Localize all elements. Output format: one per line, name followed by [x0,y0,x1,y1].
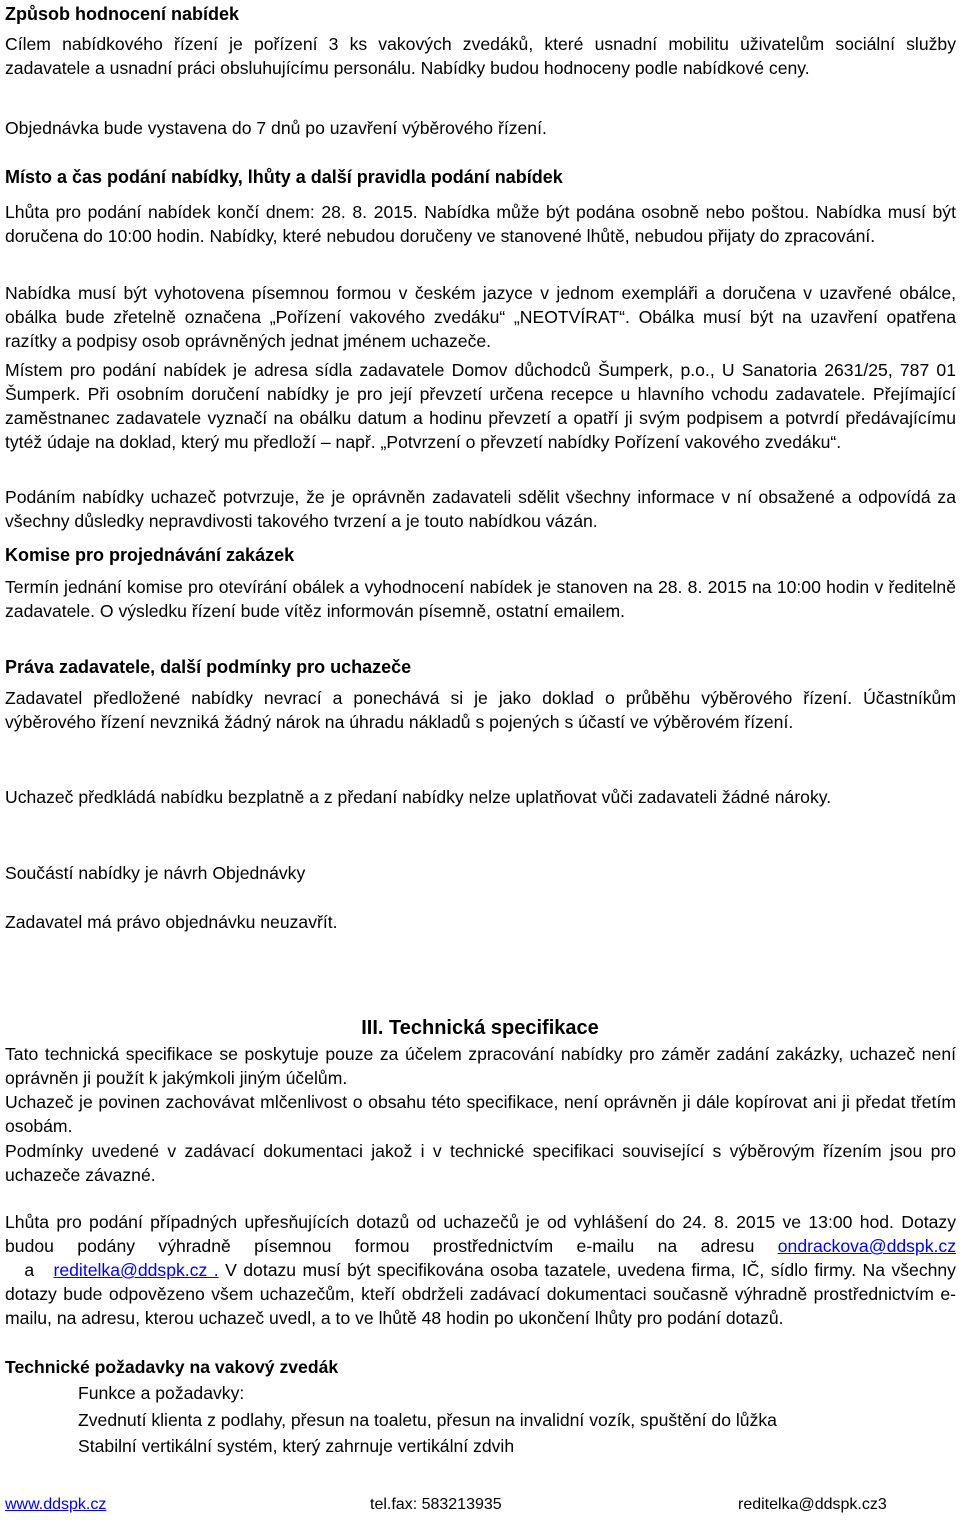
section-heading-rights: Práva zadavatele, další podmínky pro uchazeče [5,657,412,677]
subheading-technical-requirements: Technické požadavky na vakový zvedák [5,1357,339,1377]
paragraph-submission-deadline: Lhůta pro podání nabídek končí dnem: 28. 8. 2015. Nabídka může být podána osobně nebo poštou. Nabídka musí být doručena do 10:00 hodin. Nabídky, které nebudou doručeny ve stanovené lhůtě, nebudou přijaty do zpracování. [5,202,956,246]
paragraph-rights-free: Uchazeč předkládá nabídku bezplatně a z předaní nabídky nelze uplatňovat vůči zadavateli žádné nároky. [5,787,832,807]
requirements-item-lifting: Zvednutí klienta z podlahy, přesun na toaletu, přesun na invalidní vozík, spuštění do lůžka [78,1410,777,1430]
paragraph-rights-returns: Zadavatel předložené nabídky nevrací a ponechává si je jako doklad o průběhu výběrového řízení. Účastníkům výběrového řízení nevzniká žádný nárok na úhradu nákladů s pojených s účastí ve výběrovém řízení. [5,688,956,732]
section-title-technical-spec: III. Technická specifikace [361,1017,599,1039]
footer-phone: tel.fax: 583213935 [370,1496,502,1513]
paragraph-order-deadline: Objednávka bude vystavena do 7 dnů po uzavření výběrového řízení. [5,118,547,138]
section-heading-submission: Místo a čas podání nabídky, lhůty a další pravidla podání nabídek [5,167,563,187]
requirements-item-functions: Funkce a požadavky: [78,1383,245,1403]
footer-email: reditelka@ddspk.cz3 [738,1496,887,1513]
paragraph-committee-meeting: Termín jednání komise pro otevírání obálek a vyhodnocení nabídek je stanoven na 28. 8. 2015 na 10:00 hodin v ředitelně zadavatele. O výsledku řízení bude vítěz informován písemně, ostatní emailem. [5,577,956,621]
section-heading-committee: Komise pro projednávání zakázek [5,545,295,565]
paragraph-spec-questions [5,1210,956,1330]
questions-text-end: V dotazu musí být specifikována osoba tazatele, uvedena firma, IČ, sídlo firmy. Na všechny dotazy bude odpovězeno všem uchazečům, kteří obdrželi zadávací dokumentaci současně výhradně prostřednictvím e-mailu, na adresu, kterou uchazeč uvedl, a to ve lhůtě 48 hodin po ukončení lhůty pro podání dotazů. [5,1260,956,1328]
paragraph-submission-form: Nabídka musí být vyhotovena písemnou formou v českém jazyce v jednom exempláři a doručena v uzavřené obálce, obálka bude zřetelně označena „Pořízení vakového zvedáku“ „NEOTVÍRAT“. Obálka musí být na uzavření opatřena razítky a podpisy osob oprávněných jednat jménem uchazeče. [5,283,956,351]
paragraph-rights-not-conclude: Zadavatel má právo objednávku neuzavřít. [5,912,338,932]
questions-text-start: Lhůta pro podání případných upřesňujících dotazů od uchazečů je od vyhlášení do 24. 8. 2015 ve 13:00 hod. Dotazy budou podány výhradně písemnou formou prostřednictvím e-mailu na adresu [5,1212,956,1256]
paragraph-submission-place: Místem pro podání nabídek je adresa sídla zadavatele Domov důchodců Šumperk, p.o., U Sanatoria 2631/25, 787 01 Šumperk. Při osobním doručení nabídky je pro její převzetí určena recepce u hlavního vchodu zadavatele. Přejímající zaměstnanec zadavatele vyznačí na obálku datum a hodinu převzetí a opatří ji svým podpisem a potvrdí předávajícímu tytéž údaje na doklad, který mu předloží – např. „Potvrzení o převzetí nabídky Pořízení vakového zvedáku“. [5,360,956,452]
footer-website-link[interactable]: www.ddspk.cz [5,1496,107,1513]
paragraph-rights-order-draft: Součástí nabídky je návrh Objednávky [5,863,306,883]
paragraph-submission-confirmation: Podáním nabídky uchazeč potvrzuje, že je oprávněn zadavateli sdělit všechny informace v ní obsažené a odpovídá za všechny důsledky nepravdivosti takového tvrzení a je touto nabídkou vázán. [5,487,956,531]
paragraph-evaluation-goal: Cílem nabídkového řízení je pořízení 3 ks vakových zvedáků, které usnadní mobilitu uživatelům sociální služby zadavatele a usnadní práci obsluhujícímu personálu. Nabídky budou hodnoceny podle nabídkové ceny. [5,34,956,78]
questions-text-and: a [5,1260,54,1280]
requirements-item-vertical-system: Stabilní vertikální systém, který zahrnuje vertikální zdvih [78,1436,515,1456]
email-link-reditelka[interactable]: reditelka@ddspk.cz . [53,1260,219,1280]
section-heading-evaluation: Způsob hodnocení nabídek [5,4,239,24]
paragraph-spec-binding: Podmínky uvedené v zadávací dokumentaci jakož i v technické specifikaci související s výběrovým řízením jsou pro uchazeče závazné. [5,1141,956,1185]
email-link-ondrackova[interactable]: ondrackova@ddspk.cz [777,1236,956,1256]
paragraph-spec-purpose: Tato technická specifikace se poskytuje pouze za účelem zpracování nabídky pro záměr zadání zakázky, uchazeč není oprávněn ji použít k jakýmkoli jiným účelům. [5,1044,956,1088]
paragraph-spec-confidentiality: Uchazeč je povinen zachovávat mlčenlivost o obsahu této specifikace, není oprávněn ji dále kopírovat ani ji předat třetím osobám. [5,1092,956,1136]
